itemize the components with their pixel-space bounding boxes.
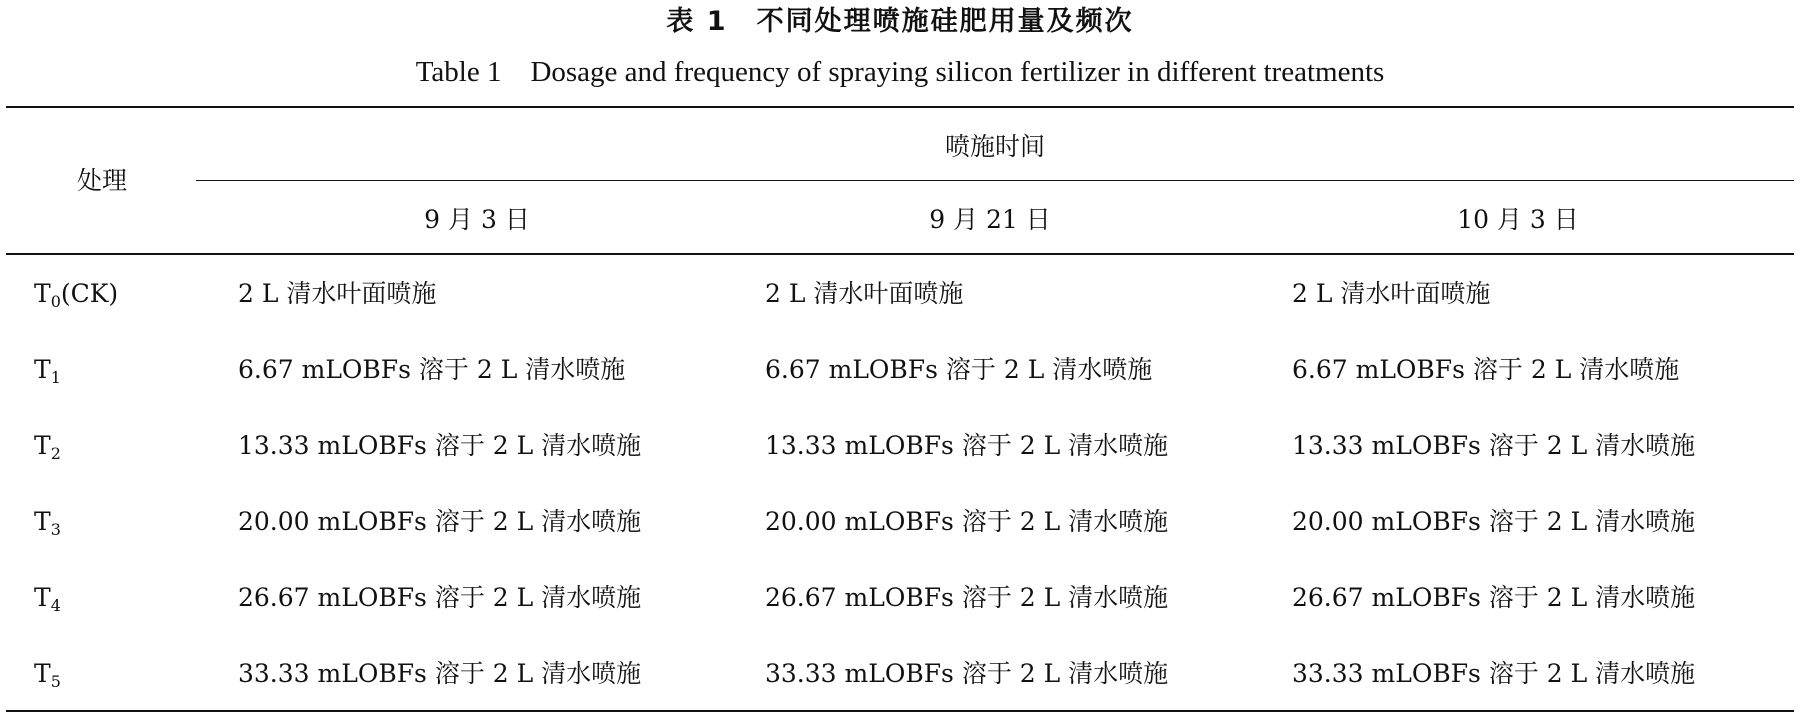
row-label [34,428,61,472]
header-date-2: 9 月 21 日 [929,205,1051,234]
row-label-letter: T [34,659,51,688]
row-label-letter: T [34,431,51,460]
table-cell: 13.33 mLOBFs 溶于 2 L 清水喷施 [1292,431,1696,460]
table-cell: 6.67 mLOBFs 溶于 2 L 清水喷施 [238,355,626,384]
row-label-letter: T [34,507,51,536]
table-cell: 20.00 mLOBFs 溶于 2 L 清水喷施 [765,507,1169,536]
table-cell: 6.67 mLOBFs 溶于 2 L 清水喷施 [765,355,1153,384]
bottom-rule [6,710,1794,712]
row-label-suffix: (CK) [60,279,119,308]
table-cell: 13.33 mLOBFs 溶于 2 L 清水喷施 [238,431,642,460]
row-label-letter: T [34,583,51,612]
table-cell: 6.67 mLOBFs 溶于 2 L 清水喷施 [1292,355,1680,384]
row-label [34,580,61,624]
row-label-letter: T [34,355,51,384]
row-label-subscript: 1 [50,368,61,387]
row-label-subscript: 0 [50,292,61,311]
row-label-subscript: 3 [50,520,61,539]
header-rule [6,253,1794,255]
table-cell: 2 L 清水叶面喷施 [238,279,437,308]
header-date-1: 9 月 3 日 [424,205,530,234]
row-label-subscript: 5 [50,672,61,691]
table-cell: 2 L 清水叶面喷施 [765,279,964,308]
top-rule [6,106,1794,108]
table-cell: 33.33 mLOBFs 溶于 2 L 清水喷施 [238,659,642,688]
table-cell: 33.33 mLOBFs 溶于 2 L 清水喷施 [1292,659,1696,688]
table-cell: 26.67 mLOBFs 溶于 2 L 清水喷施 [1292,583,1696,612]
row-label [34,656,61,700]
table-cell: 20.00 mLOBFs 溶于 2 L 清水喷施 [1292,507,1696,536]
table-cell: 33.33 mLOBFs 溶于 2 L 清水喷施 [765,659,1169,688]
header-treatment: 处理 [76,166,127,195]
table-caption-en: Table 1 Dosage and frequency of spraying silicon fertilizer in different treatments [415,56,1385,88]
row-label-subscript: 2 [50,444,61,463]
row-label [34,504,61,548]
row-label [34,352,61,396]
header-spray-time: 喷施时间 [944,132,1045,161]
table-cell: 13.33 mLOBFs 溶于 2 L 清水喷施 [765,431,1169,460]
row-label-subscript: 4 [50,596,61,615]
header-date-3: 10 月 3 日 [1457,205,1579,234]
table-cell: 2 L 清水叶面喷施 [1292,279,1491,308]
row-label [34,276,118,320]
table-cell: 26.67 mLOBFs 溶于 2 L 清水喷施 [765,583,1169,612]
table-caption-cn: 表 1 不同处理喷施硅肥用量及频次 [666,6,1134,37]
row-label-letter: T [34,279,51,308]
table-cell: 26.67 mLOBFs 溶于 2 L 清水喷施 [238,583,642,612]
header-group-rule [196,180,1794,181]
table-cell: 20.00 mLOBFs 溶于 2 L 清水喷施 [238,507,642,536]
